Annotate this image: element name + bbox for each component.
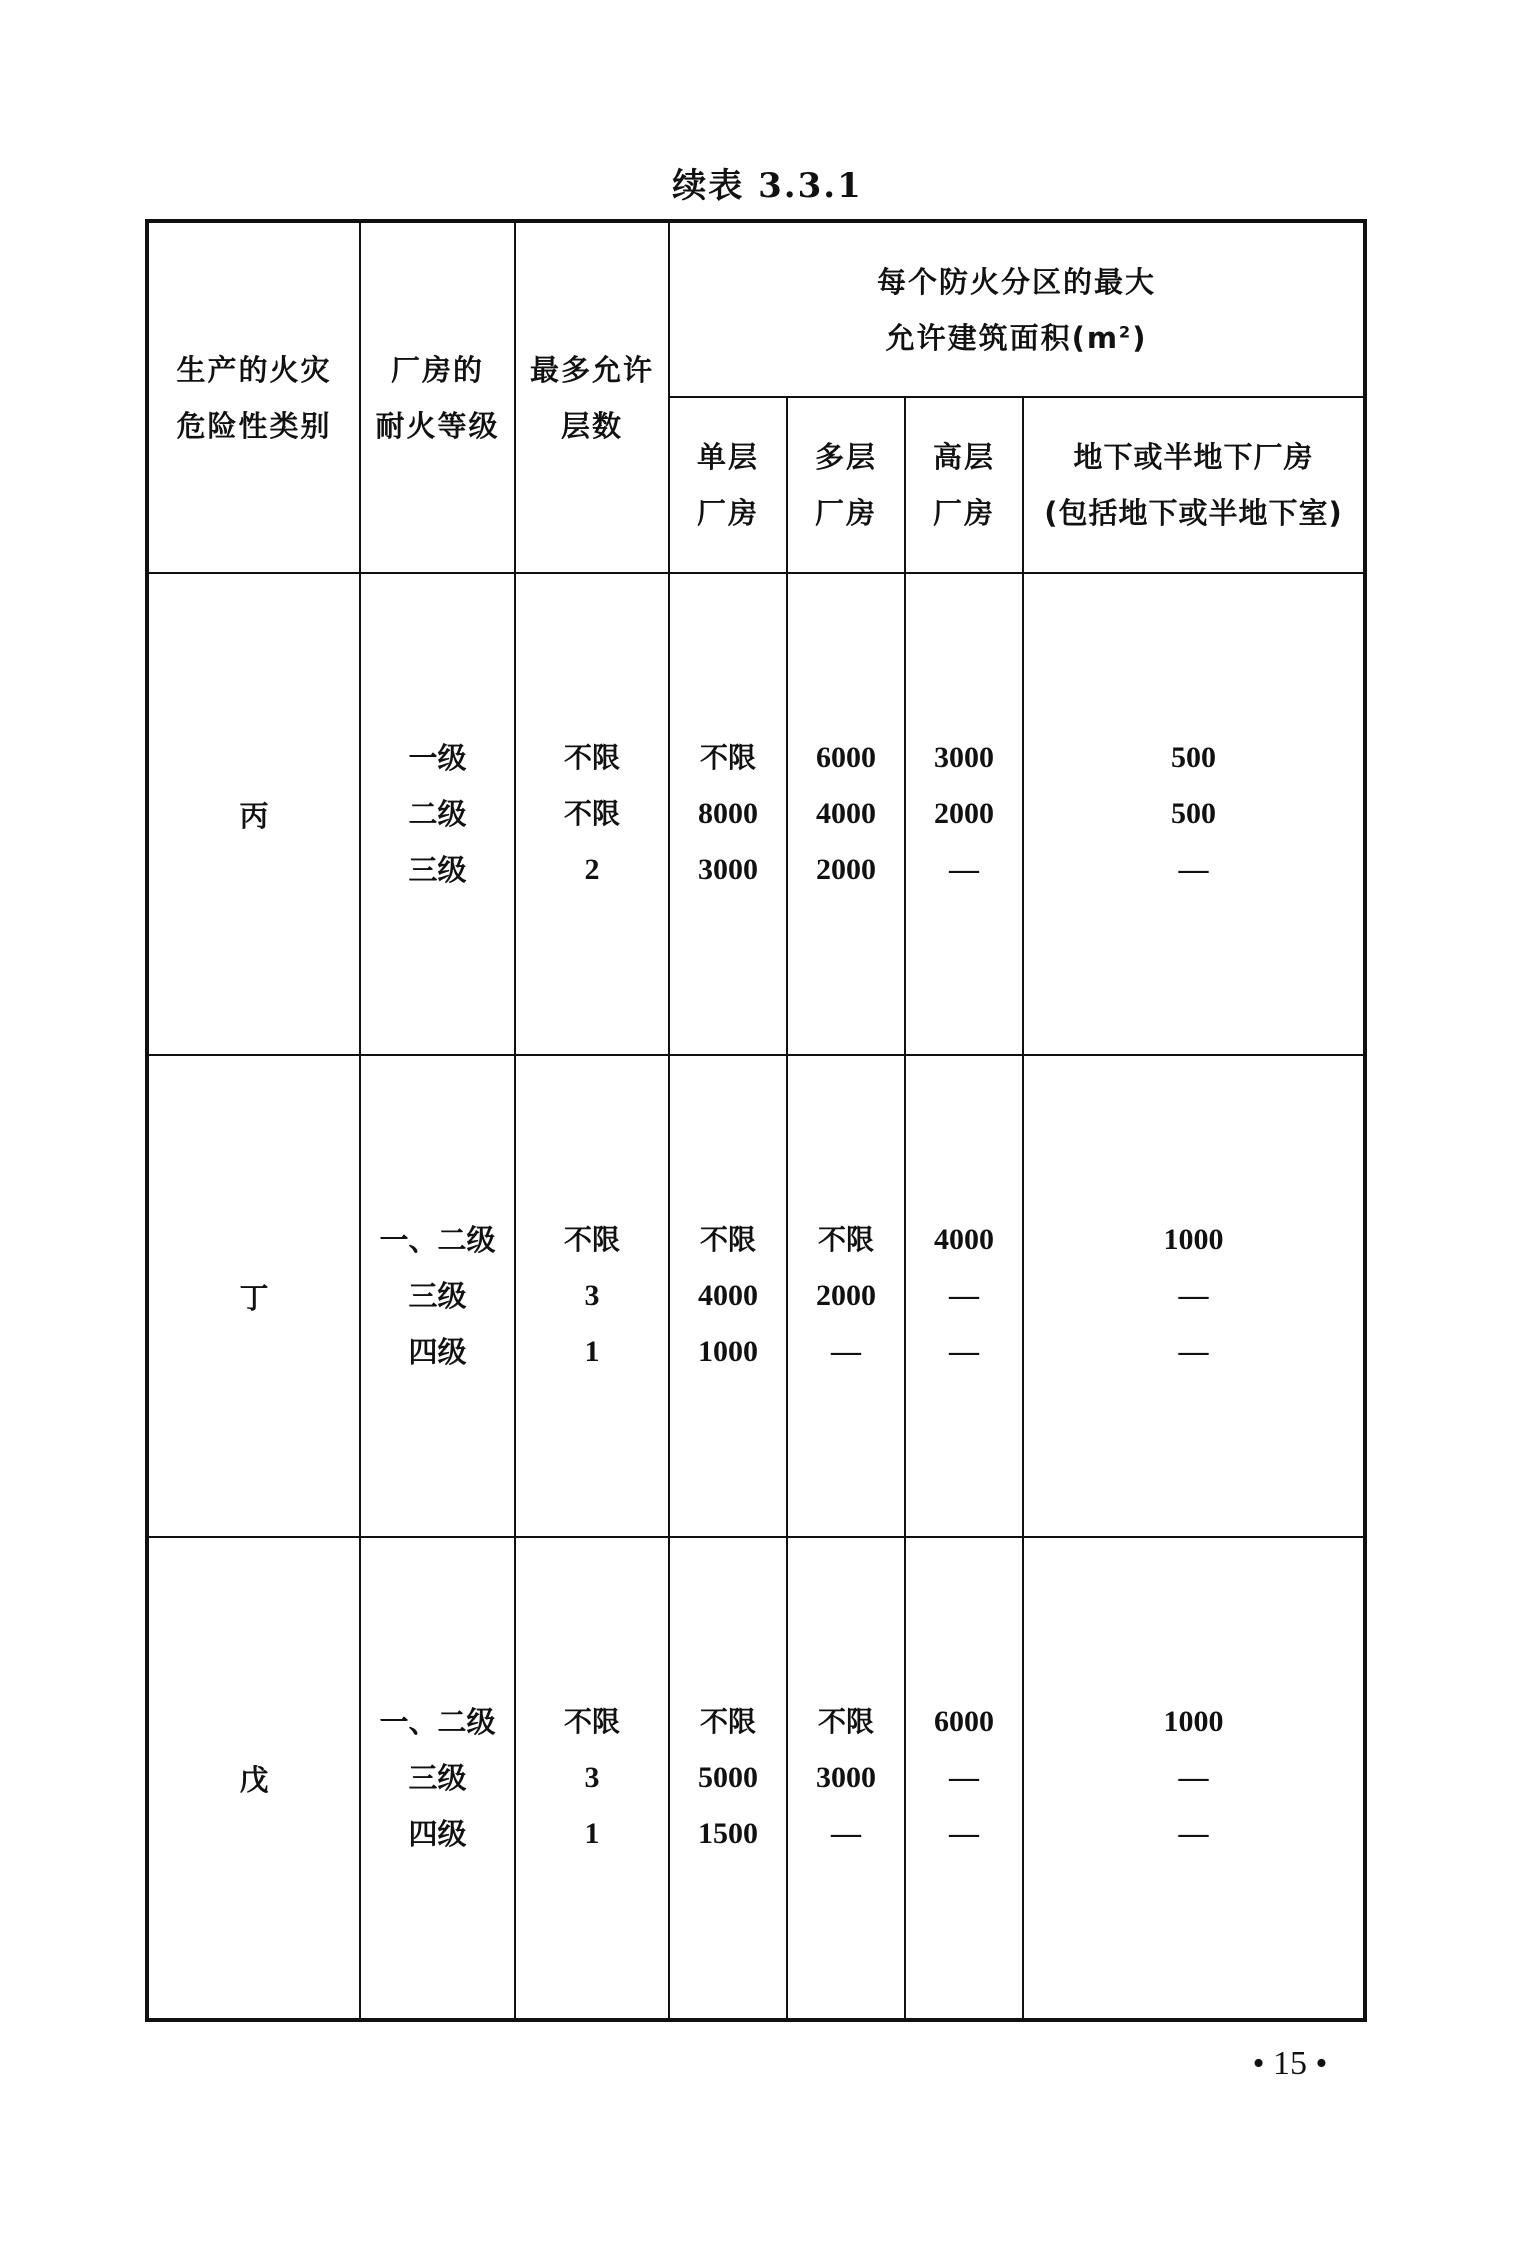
single-storey-cell: 不限 5000 1500 xyxy=(669,1537,787,2020)
header-grade: 厂房的 耐火等级 xyxy=(360,221,515,573)
table-row xyxy=(147,573,1365,1055)
category-cell: 戊 xyxy=(147,1537,360,2020)
single-storey-cell: 不限 4000 1000 xyxy=(669,1055,787,1537)
high-rise-cell: 3000 2000 — xyxy=(905,573,1023,1055)
header-multi-storey: 多层 厂房 xyxy=(787,397,905,573)
header-single-storey: 单层 厂房 xyxy=(669,397,787,573)
header-floors: 最多允许 层数 xyxy=(515,221,669,573)
category-cell: 丁 xyxy=(147,1055,360,1537)
table-row xyxy=(147,1537,1365,2020)
page-number: • 15 • xyxy=(1252,2045,1328,2082)
header-area-group: 每个防火分区的最大 允许建筑面积$(m^2)$ xyxy=(669,221,1365,397)
table-row xyxy=(147,1055,1365,1537)
floors-cell: 不限 3 1 xyxy=(515,1537,669,2020)
underground-cell: 500 500 — xyxy=(1023,573,1365,1055)
multi-storey-cell: 不限 3000 — xyxy=(787,1537,905,2020)
category-cell: 丙 xyxy=(147,573,360,1055)
table-caption: 续表 3.3.1 xyxy=(672,166,863,206)
single-storey-cell: 不限 8000 3000 xyxy=(669,573,787,1055)
multi-storey-cell: 6000 4000 2000 xyxy=(787,573,905,1055)
underground-cell: 1000 — — xyxy=(1023,1537,1365,2020)
header-category: 生产的火灾 危险性类别 xyxy=(147,221,360,573)
header-row-1 xyxy=(147,221,1365,397)
multi-storey-cell: 不限 2000 — xyxy=(787,1055,905,1537)
high-rise-cell: 6000 — — xyxy=(905,1537,1023,2020)
header-high-rise: 高层 厂房 xyxy=(905,397,1023,573)
grade-cell: 一级 二级 三级 xyxy=(360,573,515,1055)
grade-cell: 一、二级 三级 四级 xyxy=(360,1055,515,1537)
floors-cell: 不限 不限 2 xyxy=(515,573,669,1055)
underground-cell: 1000 — — xyxy=(1023,1055,1365,1537)
header-underground: 地下或半地下厂房 (包括地下或半地下室) xyxy=(1023,397,1365,573)
grade-cell: 一、二级 三级 四级 xyxy=(360,1537,515,2020)
fire-compartment-table xyxy=(145,219,1367,2022)
floors-cell: 不限 3 1 xyxy=(515,1055,669,1537)
high-rise-cell: 4000 — — xyxy=(905,1055,1023,1537)
